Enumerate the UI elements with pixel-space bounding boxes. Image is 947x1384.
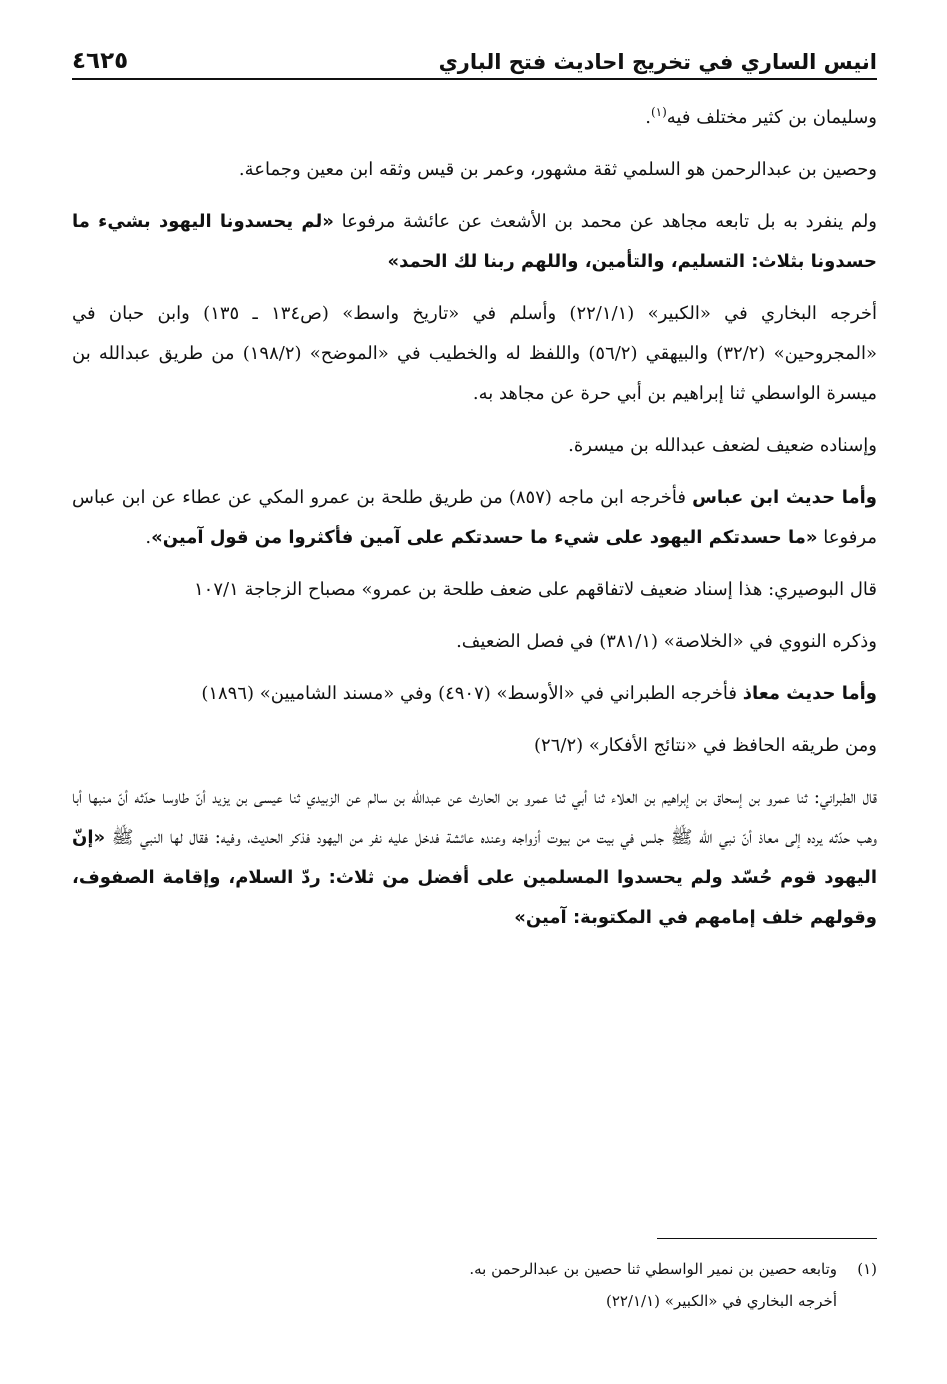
paragraph-text: فأخرجه الطبراني في «الأوسط» (٤٩٠٧) وفي «مسند الشاميين» (١٨٩٦) <box>201 683 743 704</box>
paragraph-text: وذكره النووي في «الخلاصة» (٣٨١/١) في فصل الضعيف. <box>456 631 877 652</box>
paragraph-5 <box>72 426 877 466</box>
footnote-1 <box>72 1253 877 1285</box>
body-text <box>72 98 877 950</box>
paragraph-8 <box>72 622 877 662</box>
book-title: انيس الساري في تخريج احاديث فتح الباري <box>438 50 877 74</box>
footnote-number: (١) <box>857 1260 877 1278</box>
paragraph-10 <box>72 726 877 766</box>
paragraph-text: وسليمان بن كثير مختلف فيه <box>666 107 877 128</box>
footnotes <box>72 1238 877 1317</box>
footnote-mark: (١) <box>650 105 667 119</box>
paragraph-tail: . <box>645 107 651 128</box>
paragraph-1 <box>72 98 877 138</box>
paragraph-9 <box>72 674 877 714</box>
hadith-quote: «إنّ اليهود قوم حُسّد ولم يحسدوا المسلمين على أفضل من ثلاث: ردّ السلام، وإقامة الصفوف، وقولهم خلف إمامهم في المكتوبة: آمين» <box>72 827 877 928</box>
paragraph-text: ولم ينفرد به بل تابعه مجاهد عن محمد بن الأشعث عن عائشة مرفوعا <box>333 211 877 232</box>
page-number: ٤٦٢٥ <box>72 48 129 74</box>
section-lead: وأما حديث معاذ <box>742 683 877 704</box>
paragraph-3 <box>72 202 877 282</box>
footnote-text: أخرجه البخاري في «الكبير» (٢٢/١/١) <box>605 1292 837 1310</box>
paragraph-11 <box>72 778 877 938</box>
paragraph-text: قال الطبراني: ثنا عمرو بن إسحاق بن إبراهيم بن العلاء ثنا أبي ثنا عمرو بن الحارث عن عبدالله بن سالم عن الزبيدي ثنا عيسى بن يزيد أنّ طاوسا حدّثه أنّ منبها أبا وهب حدّثه يرده إلى معاذ أنّ نبي الله ﷺ جلس في بيت من بيوت أزواجه وعنده عائشة فدخل عليه نفر من اليهود فذكر الحديث، وفيه: فقال لها النبي ﷺ <box>72 787 877 848</box>
paragraph-text: وإسناده ضعيف لضعف عبدالله بن ميسرة. <box>568 435 877 456</box>
paragraph-text: أخرجه البخاري في «الكبير» (٢٢/١/١) وأسلم في «تاريخ واسط» (ص١٣٤ ـ ١٣٥) وابن حبان في «المجروحين» (٣٢/٢) والبيهقي (٥٦/٢) واللفظ له والخطيب في «الموضح» (١٩٨/٢) من طريق عبدالله بن ميسرة الواسطي ثنا إبراهيم بن أبي حرة عن مجاهد به. <box>72 303 878 404</box>
hadith-quote: «ما حسدتكم اليهود على شيء ما حسدتكم على آمين فأكثروا من قول آمين» <box>151 527 818 548</box>
paragraph-text: فأخرجه ابن ماجه (٨٥٧) من طريق طلحة بن عمرو المكي عن عطاء عن ابن عباس مرفوعا <box>72 487 877 548</box>
paragraph-text: وحصين بن عبدالرحمن هو السلمي ثقة مشهور، وعمر بن قيس وثقه ابن معين وجماعة. <box>238 159 877 180</box>
footnote-1-continuation <box>72 1285 877 1317</box>
page-header <box>72 38 877 80</box>
paragraph-7 <box>72 570 877 610</box>
paragraph-text: ومن طريقه الحافظ في «نتائج الأفكار» (٢٦/٢) <box>534 735 877 756</box>
paragraph-text: قال البوصيري: هذا إسناد ضعيف لاتفاقهم على ضعف طلحة بن عمرو» مصباح الزجاجة ١٠٧/١ <box>194 579 877 600</box>
footnote-text: وتابعه حصين بن نمير الواسطي ثنا حصين بن عبدالرحمن به. <box>469 1260 837 1278</box>
footnote-divider <box>657 1238 877 1239</box>
paragraph-4 <box>72 294 877 414</box>
paragraph-tail: . <box>145 527 152 548</box>
paragraph-2 <box>72 150 877 190</box>
hadith-quote: «لم يحسدونا اليهود بشيء ما حسدونا بثلاث: التسليم، والتأمين، واللهم ربنا لك الحمد» <box>72 211 877 272</box>
paragraph-6 <box>72 478 877 558</box>
section-lead: وأما حديث ابن عباس <box>692 487 878 508</box>
